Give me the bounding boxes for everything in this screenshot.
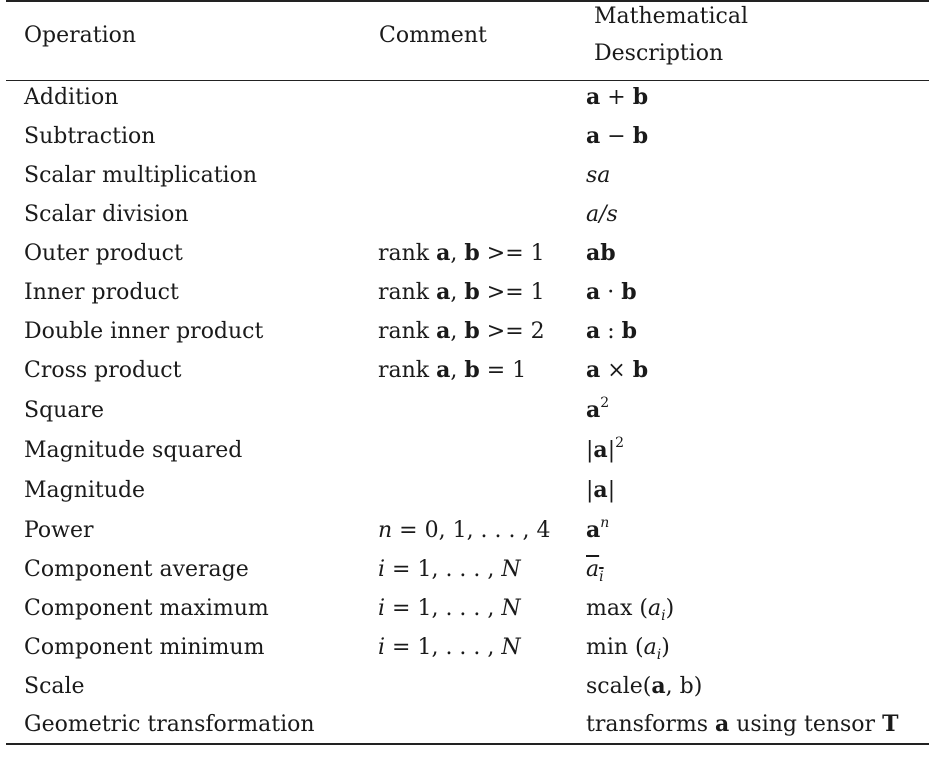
- comment-cell: i = 1, . . . , N: [378, 557, 521, 582]
- table-row: [0, 351, 929, 390]
- table-row: [0, 705, 929, 744]
- math-cell: $a^2$: [586, 395, 610, 423]
- table-row: [0, 156, 929, 195]
- operation-cell: Component average: [24, 557, 249, 582]
- operation-cell: Scalar division: [24, 202, 189, 227]
- math-cell: transforms a using tensor T: [586, 711, 899, 737]
- operation-cell: Addition: [24, 85, 119, 110]
- operation-cell: Geometric transformation: [24, 712, 315, 737]
- header-comment: Comment: [379, 23, 487, 48]
- math-cell: a/s: [586, 202, 618, 227]
- operation-cell: Inner product: [24, 280, 179, 305]
- math-cell: $|a|^2$: [586, 435, 625, 463]
- header-operation: Operation: [24, 23, 137, 48]
- table-row: [0, 273, 929, 312]
- math-cell: $\min (a_i)$: [586, 635, 670, 663]
- table-row: [0, 511, 929, 550]
- header-math-line1: Mathematical: [594, 4, 748, 29]
- comment-cell: i = 1, . . . , N: [378, 635, 521, 660]
- operation-cell: Subtraction: [24, 124, 156, 149]
- table-row: [0, 234, 929, 273]
- table-row: [0, 78, 929, 117]
- top-rule: [6, 0, 929, 2]
- table-row: [0, 312, 929, 351]
- math-cell: $a^n$: [586, 515, 610, 543]
- comment-cell: rank a, b >= 1: [378, 240, 545, 266]
- operation-cell: Scale: [24, 674, 85, 699]
- math-cell: scale(a, b): [586, 673, 703, 699]
- bottom-rule: [6, 743, 929, 745]
- operation-cell: Component minimum: [24, 635, 265, 660]
- comment-cell: rank a, b = 1: [378, 357, 527, 383]
- operation-cell: Double inner product: [24, 319, 264, 344]
- math-cell: |a|: [586, 477, 616, 503]
- table-row: [0, 628, 929, 667]
- table-row: [0, 195, 929, 234]
- operation-cell: Component maximum: [24, 596, 269, 621]
- math-cell: sa: [586, 163, 611, 188]
- table-row: [0, 117, 929, 156]
- operation-cell: Power: [24, 518, 94, 543]
- comment-cell: n = 0, 1, . . . , 4: [378, 518, 551, 543]
- table-row: [0, 431, 929, 470]
- math-cell: ab: [586, 240, 616, 266]
- table-row: [0, 550, 929, 589]
- math-cell: a + b: [586, 84, 649, 110]
- comment-cell: i = 1, . . . , N: [378, 596, 521, 621]
- operation-cell: Square: [24, 398, 104, 423]
- operation-cell: Cross product: [24, 358, 182, 383]
- operation-cell: Magnitude squared: [24, 438, 243, 463]
- comment-cell: rank a, b >= 1: [378, 279, 545, 305]
- math-cell: a · b: [586, 279, 637, 305]
- comment-cell: rank a, b >= 2: [378, 318, 545, 344]
- math-cell: $a_i$: [586, 557, 604, 585]
- math-cell: a − b: [586, 123, 649, 149]
- header-math-line2: Description: [594, 41, 724, 66]
- math-cell: a : b: [586, 318, 638, 344]
- table-row: [0, 391, 929, 430]
- operation-cell: Outer product: [24, 241, 183, 266]
- math-cell: a × b: [586, 357, 649, 383]
- table-row: [0, 589, 929, 628]
- table-row: [0, 667, 929, 706]
- operation-cell: Magnitude: [24, 478, 146, 503]
- math-cell: $\max (a_i)$: [586, 596, 675, 624]
- operation-cell: Scalar multiplication: [24, 163, 257, 188]
- table-row: [0, 471, 929, 510]
